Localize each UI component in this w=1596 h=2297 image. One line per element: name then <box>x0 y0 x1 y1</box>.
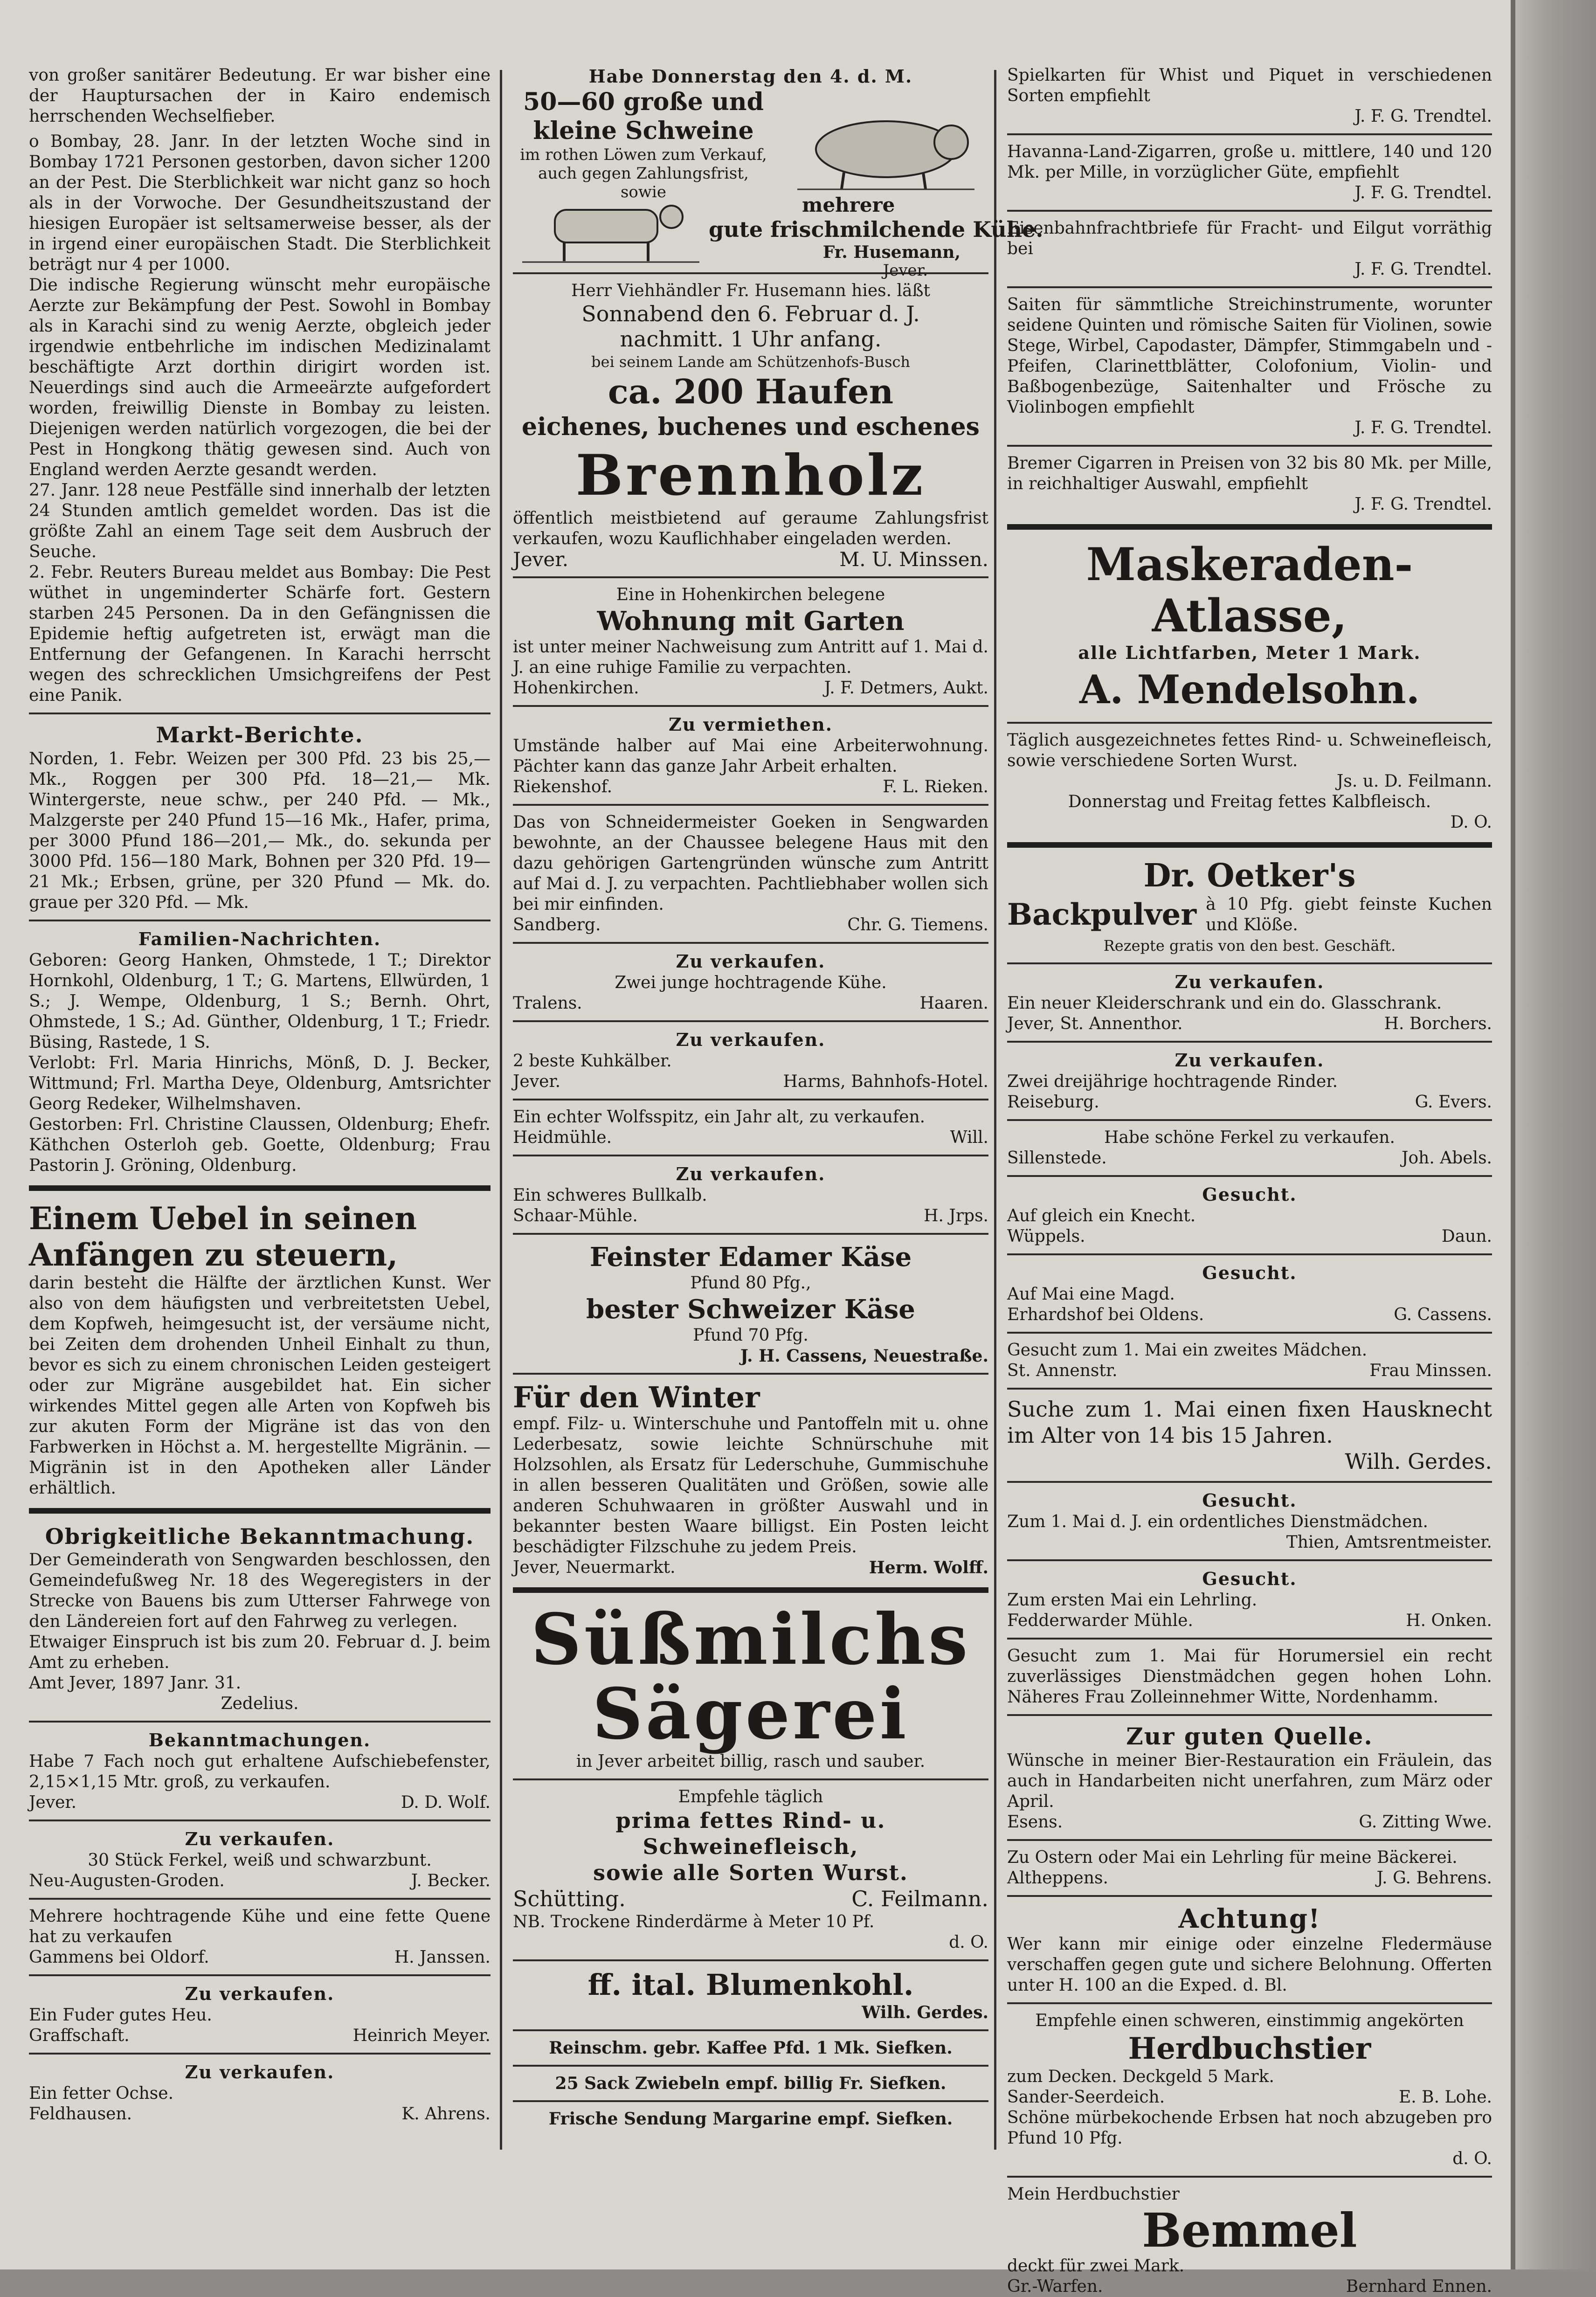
official-notice-signature: Zedelius. <box>221 1694 299 1713</box>
wanted-servant-text: Zum 1. Mai d. J. ein ordentliches Dienstmädchen. <box>1007 1512 1428 1531</box>
ad-place: Gammens bei Oldorf. <box>29 1948 209 1967</box>
divider <box>1007 286 1492 288</box>
column-divider <box>500 70 502 2150</box>
livestock-ad-line-3: kleine Schweine <box>533 117 754 145</box>
ad-signature: K. Ahrens. <box>401 2104 491 2124</box>
attention-text: Wer kann mir einige oder einzelne Fledermäuse verschaffen gegen gute und sichere Belohnung. Offerten unter H. 100 an die Exped. d. Bl. <box>1007 1935 1492 1995</box>
divider <box>29 920 491 921</box>
cigars-ad: Havanna-Land-Zigarren, große u. mittlere, 140 und 120 Mk. per Mille, in vorzüglicher Güte, empfiehlt <box>1007 142 1492 182</box>
for-sale-title: Zu verkaufen. <box>1175 971 1325 992</box>
margarine-ad: Frische Sendung Margarine empf. Siefken. <box>548 2109 953 2129</box>
meat-ad-line-2: prima fettes Rind- u. Schweinefleisch, <box>615 1808 886 1859</box>
for-sale-cattle-text: Zwei dreijährige hochtragende Rinder. <box>1007 1072 1338 1091</box>
ad-place: Gr.-Warfen. <box>1007 2277 1103 2296</box>
divider <box>1007 1481 1492 1483</box>
firewood-line-2: Sonnabend den 6. Februar d. J. <box>581 301 920 326</box>
ad-place: Fedderwarder Mühle. <box>1007 1611 1193 1630</box>
ad-signature: Harms, Bahnhofs-Hotel. <box>783 1072 988 1091</box>
cow-illustration-icon <box>522 201 699 266</box>
ad-signature: Haaren. <box>919 994 988 1013</box>
announcement-windows-text: Habe 7 Fach noch gut erhaltene Aufschiebefenster, 2,15×1,15 Mtr. groß, zu verkaufen. <box>29 1752 491 1792</box>
ad-signature: Joh. Abels. <box>1402 1148 1492 1168</box>
divider <box>1007 722 1492 724</box>
market-reports-text: Norden, 1. Febr. Weizen per 300 Pfd. 23 bis 25,— Mk., Roggen per 300 Pfd. 18—21,— Mk. Wintergerste, neue schw., per 240 Pfd. — Mk., Malzgerste per 240 Pfund 15—16 Mk., Hafer, prima, per 3000 Pfund 186—201,— Mk., do. sekunda per 3000 Pfd. 156—180 Mark, Bohnen per 320 Pfd. 19—21 Mk.; Erbsen, grüne, per 320 Pfund — Mk. do. graue per 320 Pfd. — Mk. <box>29 749 491 912</box>
ad-place: Erhardshof bei Oldens. <box>1007 1305 1204 1324</box>
ad-place: Jever. <box>513 548 569 571</box>
good-spring-title: Zur guten Quelle. <box>1126 1723 1373 1750</box>
ad-signature: H. Jrps. <box>924 1206 988 1225</box>
for-sale-hay-text: Ein Fuder gutes Heu. <box>29 2006 212 2025</box>
ad-signature: J. F. G. Trendtel. <box>1354 183 1492 202</box>
divider <box>29 2053 491 2055</box>
firewood-line-4: bei seinem Lande am Schützenhofs-Busch <box>591 353 910 371</box>
ad-place: Altheppens. <box>1007 1868 1108 1888</box>
column-3 <box>1007 65 1492 2297</box>
divider <box>1007 1119 1492 1121</box>
meat-ad-line-3: sowie alle Sorten Wurst. <box>593 1860 908 1885</box>
for-sale-title: Zu verkaufen. <box>185 1828 335 1849</box>
livestock-ad-name: Fr. Husemann, <box>822 242 960 262</box>
divider <box>1007 2002 1492 2004</box>
divider <box>513 1233 988 1235</box>
ad-place: Hohenkirchen. <box>513 678 639 698</box>
ad-signature: J. F. G. Trendtel. <box>1354 107 1492 126</box>
oetker-text: à 10 Pfg. giebt feinste Kuchen und Klöße. <box>1206 895 1492 934</box>
for-rent-text: Umstände halber auf Mai eine Arbeiterwohnung. Pächter kann das ganze Jahr Arbeit erhalten. <box>513 736 988 776</box>
wanted-title: Gesucht. <box>1202 1568 1297 1589</box>
oetker-product: Backpulver <box>1007 897 1197 932</box>
ad-place: Graffschaft. <box>29 2026 130 2045</box>
family-news-title: Familien-Nachrichten. <box>138 928 381 949</box>
bremen-cigars-ad: Bremer Cigarren in Preisen von 32 bis 80 Mk. per Mille, in reichhaltiger Auswahl, empfiehlt <box>1007 454 1492 493</box>
article-bombay-4: 2. Febr. Reuters Bureau meldet aus Bombay: Die Pest wüthet in ungeminderter Schärfe fort. Gestern starben 245 Personen. Da in den Gefängnissen die Epidemie heftig aufgetreten ist, erwägt man die Entfernung der Gefangenen. In Karachi herrscht wegen des schrecklichen Umsichgreifens der Pest eine Panik. <box>29 563 491 705</box>
pig-illustration-icon <box>793 98 979 191</box>
for-sale-calves-text: 2 beste Kuhkälber. <box>513 1052 672 1071</box>
ad-signature: D. O. <box>1450 813 1492 832</box>
playing-cards-ad: Spielkarten für Whist und Piquet in verschiedenen Sorten empfiehlt <box>1007 66 1492 105</box>
ad-signature: J. Becker. <box>411 1871 491 1890</box>
bemmel-headline: Bemmel <box>1142 2203 1357 2258</box>
divider <box>1007 1714 1492 1716</box>
ad-signature: F. L. Rieken. <box>883 777 988 796</box>
livestock-ad-line-5: mehrere <box>802 194 895 216</box>
divider <box>1007 1388 1492 1390</box>
for-sale-title: Zu verkaufen. <box>676 1163 826 1184</box>
masquerade-line-2: alle Lichtfarben, Meter 1 Mark. <box>1078 642 1421 663</box>
ad-signature: M. U. Minssen. <box>839 548 988 571</box>
official-notice-title: Obrigkeitliche Bekanntmachung. <box>45 1524 475 1549</box>
wanted-title: Gesucht. <box>1202 1490 1297 1511</box>
column-divider <box>994 70 996 2150</box>
family-engaged: Verlobt: Frl. Maria Hinrichs, Mönß, D. J. Becker, Wittmund; Frl. Martha Deye, Oldenburg, Amtsrichter Georg Redeker, Wilhelmshaven. <box>29 1053 491 1114</box>
ad-signature: Bernhard Ennen. <box>1346 2277 1492 2296</box>
livestock-ad-line-4: im rothen Löwen zum Verkauf, auch gegen Zahlungsfrist, sowie <box>520 145 767 201</box>
cheese-headline-2: bester Schweizer Käse <box>586 1294 915 1325</box>
firewood-line-3: nachmitt. 1 Uhr anfang. <box>620 326 882 352</box>
divider <box>513 1959 988 1961</box>
ad-signature: J. G. Behrens. <box>1376 1868 1492 1888</box>
divider <box>513 1155 988 1156</box>
ad-signature: J. F. Detmers, Aukt. <box>824 678 988 698</box>
sawmill-text: in Jever arbeitet billig, rasch und sauber. <box>576 1752 926 1771</box>
for-sale-bull-calf-text: Ein schweres Bullkalb. <box>513 1186 707 1205</box>
family-born: Geboren: Georg Hanken, Ohmstede, 1 T.; Direktor Hornkohl, Oldenburg, 1 T.; G. Martens, Ellwürden, 1 S.; J. Wempe, Oldenburg, 1 S.; Bernh. Ohrt, Ohmstede, 1 S.; Ad. Günther, Oldenburg, 1 T.; Friedr. Büsing, Rastede, 1 S. <box>29 951 491 1052</box>
for-sale-cows-text: Mehrere hochtragende Kühe und eine fette Quene hat zu verkaufen <box>29 1907 491 1946</box>
for-sale-piglets-text: 30 Stück Ferkel, weiß und schwarzbunt. <box>88 1851 432 1870</box>
divider <box>513 1587 988 1593</box>
divider <box>1007 1839 1492 1841</box>
ad-signature: Heinrich Meyer. <box>352 2026 491 2045</box>
ad-place: Sander-Seerdeich. <box>1007 2088 1165 2107</box>
official-notice-text: Der Gemeinderath von Sengwarden beschlossen, den Gemeindefußweg Nr. 18 des Wegeregisters in der Strecke von Bauens bis zum Utterser Fahrwege von den Ländereien fort auf den Fahrweg zu verlegen. <box>29 1550 491 1631</box>
for-sale-dog-text: Ein echter Wolfsspitz, ein Jahr alt, zu verkaufen. <box>513 1107 926 1127</box>
announcements-title: Bekanntmachungen. <box>148 1730 371 1750</box>
for-rent-title: Zu vermiethen. <box>669 714 833 735</box>
ad-place: Jever. <box>513 1072 561 1091</box>
apartment-text: ist unter meiner Nachweisung zum Antritt auf 1. Mai d. J. an eine ruhige Familie zu verpachten. <box>513 637 988 677</box>
bull-ad-line-1: Empfehle einen schweren, einstimmig angekörten <box>1035 2011 1464 2030</box>
for-sale-cows-text: Zwei junge hochtragende Kühe. <box>615 973 887 992</box>
ad-signature: H. Borchers. <box>1384 1014 1492 1033</box>
bemmel-line-3: deckt für zwei Mark. <box>1007 2256 1185 2276</box>
ad-signature: Frau Minssen. <box>1369 1361 1492 1380</box>
ad-signature: J. F. G. Trendtel. <box>1354 418 1492 437</box>
divider <box>1007 962 1492 964</box>
firewood-line-1: Herr Viehhändler Fr. Husemann hies. läßt <box>571 281 931 300</box>
divider <box>513 1020 988 1022</box>
apartment-headline: Wohnung mit Garten <box>597 606 905 637</box>
divider <box>29 1185 491 1191</box>
butcher-ad-text-2: Donnerstag und Freitag fettes Kalbfleisch. <box>1068 792 1431 811</box>
cheese-price-2: Pfund 70 Pfg. <box>693 1326 808 1345</box>
ad-place: Sandberg. <box>513 915 601 934</box>
sawmill-headline-2: Sägerei <box>592 1673 909 1755</box>
butcher-ad-text: Täglich ausgezeichnetes fettes Rind- u. Schweinefleisch, sowie verschiedene Sorten Wurst. <box>1007 731 1492 770</box>
divider <box>29 1974 491 1976</box>
divider <box>1007 445 1492 447</box>
divider <box>513 1778 988 1780</box>
ad-signature: Wilh. Gerdes. <box>1345 1449 1492 1474</box>
firewood-line-6: eichenes, buchenes und eschenes <box>522 413 980 441</box>
bemmel-line-1: Mein Herdbuchstier <box>1007 2185 1180 2204</box>
bull-ad-headline: Herdbuchstier <box>1128 2031 1371 2066</box>
family-deceased: Gestorben: Frl. Christine Claussen, Oldenburg; Ehefr. Käthchen Osterloh geb. Goette, Oldenburg; Frau Pastorin J. Gröning, Oldenburg. <box>29 1115 491 1175</box>
for-sale-title: Zu verkaufen. <box>185 2062 335 2083</box>
ad-signature: D. D. Wolf. <box>401 1793 491 1812</box>
wanted-horumersiel-text: Gesucht zum 1. Mai für Horumersiel ein recht zuverlässiges Dienstmädchen gegen hohen Lohn. Näheres Frau Zolleinnehmer Witte, Nordenhamm. <box>1007 1647 1492 1707</box>
ad-place: Schaar-Mühle. <box>513 1206 638 1225</box>
attention-title: Achtung! <box>1178 1903 1321 1934</box>
ad-signature: G. Evers. <box>1415 1093 1492 1112</box>
divider <box>1007 1041 1492 1043</box>
ad-place: Esens. <box>1007 1813 1063 1832</box>
ad-signature: G. Cassens. <box>1394 1305 1492 1324</box>
divider <box>1007 842 1492 848</box>
ad-signature: Js. u. D. Feilmann. <box>1336 772 1492 791</box>
divider <box>29 1721 491 1723</box>
ad-signature: C. Feilmann. <box>851 1886 988 1911</box>
for-sale-title: Zu verkaufen. <box>676 951 826 972</box>
freight-forms-ad: Eisenbahnfrachtbriefe für Fracht- und Eilgut vorräthig bei <box>1007 219 1492 258</box>
divider <box>1007 1638 1492 1640</box>
ad-place: Jever, St. Annenthor. <box>1007 1014 1183 1033</box>
winter-shoes-headline: Für den Winter <box>513 1380 760 1414</box>
divider <box>513 804 988 806</box>
ad-place: Reiseburg. <box>1007 1093 1099 1112</box>
livestock-ad-line-2: 50—60 große und <box>523 88 764 116</box>
migraine-ad-text: darin besteht die Hälfte der ärztlichen Kunst. Wer also von dem häufigsten und verbreitetsten Uebel, dem Kopfweh, heimgesucht ist, der versäume nicht, bei Zeiten dem drohenden Unheil Einhalt zu thun, bevor es sich zu einem chronischen Leiden gesteigert oder zur Migräne ausgebildet hat. Ein sicher wirkendes Mittel gegen alle Arten von Kopfweh bis zur akuten Form der Migräne ist das von den Farbwerken in Höchst a. M. hergestellte Migränin. — Migränin ist in den Apotheken aller Länder erhältlich. <box>29 1273 491 1498</box>
divider <box>1007 1332 1492 1334</box>
ad-place: Jever. <box>29 1793 77 1812</box>
masquerade-headline: Maskeraden-Atlasse, <box>1086 538 1413 642</box>
ad-place: St. Annenstr. <box>1007 1361 1118 1380</box>
sawmill-headline-1: Süßmilchs <box>531 1598 971 1681</box>
coffee-ad: Reinschm. gebr. Kaffee Pfd. 1 Mk. Siefken. <box>549 2038 953 2058</box>
bakery-apprentice-text: Zu Ostern oder Mai ein Lehrling für meine Bäckerei. <box>1007 1848 1458 1867</box>
ad-signature: d. O. <box>1452 2149 1492 2168</box>
ad-signature: Wilh. Gerdes. <box>862 2003 988 2022</box>
divider <box>29 1820 491 1821</box>
divider <box>1007 210 1492 212</box>
divider <box>1007 1253 1492 1255</box>
good-spring-text: Wünsche in meiner Bier-Restauration ein Fräulein, das auch in Handarbeiten nicht unerfahren, zum März oder April. <box>1007 1751 1492 1811</box>
livestock-ad-line-1: Habe Donnerstag den 4. d. M. <box>588 66 913 87</box>
divider <box>513 576 988 578</box>
ad-signature: Chr. G. Tiemens. <box>847 915 988 934</box>
wanted-farmhand-text: Auf gleich ein Knecht. <box>1007 1206 1196 1225</box>
ad-signature: d. O. <box>949 1933 988 1952</box>
divider <box>1007 1175 1492 1177</box>
page-edge-shadow <box>1515 0 1596 2269</box>
ad-signature: Daun. <box>1441 1227 1492 1246</box>
divider <box>29 1508 491 1514</box>
firewood-headline: Brennholz <box>575 443 926 508</box>
market-reports-title: Markt-Berichte. <box>156 722 364 747</box>
ad-place: Schütting. <box>513 1886 626 1911</box>
meat-ad-line-1: Empfehle täglich <box>678 1787 823 1806</box>
official-notice-date: Amt Jever, 1897 Janr. 31. <box>29 1674 242 1693</box>
house-lease-text: Das von Schneidermeister Goeken in Sengwarden bewohnte, an der Chaussee belegene Haus mit den dazu gehörigen Gartengründen wünsche zum Antritt auf Mai d. J. zu verpachten. Pachtliebhaber wollen sich bei mir einfinden. <box>513 813 988 914</box>
cauliflower-headline: ff. ital. Blumenkohl. <box>587 1968 914 2002</box>
divider <box>29 713 491 714</box>
ad-signature: G. Zitting Wwe. <box>1359 1813 1492 1832</box>
strings-ad: Saiten für sämmtliche Streichinstrumente, worunter seidene Quinten und römische Saiten für Violinen, sowie Stege, Wirbel, Capodaster, Dämpfer, Stimmgabeln und -Pfeifen, Clarinettblätter, Colofonium, Violin- und Baßbogenbezüge, Saitenhalter und Frösche zu Violinbogen empfiehlt <box>1007 295 1492 417</box>
ad-place: Heidmühle. <box>513 1128 612 1147</box>
for-sale-title: Zu verkaufen. <box>676 1029 826 1050</box>
divider <box>513 2029 988 2031</box>
article-bombay-1: o Bombay, 28. Janr. In der letzten Woche sind in Bombay 1721 Personen gestorben, davon sicher 1200 an der Pest. Die Sterblichkeit war nicht ganz so hoch als in der Vorwoche. Der Gesundheitszustand der hiesigen Europäer ist seltsamerweise besser, als der in irgend einer europäischen Stadt. Die Sterblichkeit beträgt nur 4 per 1000. <box>29 132 491 274</box>
oetker-headline: Dr. Oetker's <box>1143 857 1356 894</box>
for-sale-title: Zu verkaufen. <box>185 1983 335 2004</box>
divider <box>513 1373 988 1375</box>
firewood-line-5: ca. 200 Haufen <box>608 372 894 411</box>
divider <box>513 705 988 707</box>
divider <box>1007 2176 1492 2178</box>
divider <box>1007 1895 1492 1897</box>
livestock-ad <box>513 65 1043 280</box>
cheese-price-1: Pfund 80 Pfg., <box>690 1273 811 1293</box>
article-bombay-3: 27. Janr. 128 neue Pestfälle sind innerhalb der letzten 24 Stunden amtlich gemeldet worden. Das ist die größte Zahl an einem Tage seit dem Ausbruch der Seuche. <box>29 481 491 561</box>
ad-place: Riekenshof. <box>513 777 613 796</box>
article-bombay-2: Die indische Regierung wünscht mehr europäische Aerzte zur Bekämpfung der Pest. Sowohl in Bombay als in Karachi sind zu wenig Aerzte, obgleich jeder irgendwie entbehrliche im indischen Medizinalamt beschäftigte Arzt dorthin dirigirt worden ist. Neuerdings sind auch die Armeeärzte aufgefordert worden, freiwillig Dienste in Bombay zu leisten. Diejenigen werden natürlich vorgezogen, die bei der Pest in Hongkong thätig gewesen sind. Auch von England werden Aerzte gesandt werden. <box>29 276 491 479</box>
divider <box>1007 524 1492 530</box>
wanted-girl-text: Gesucht zum 1. Mai ein zweites Mädchen. <box>1007 1341 1368 1360</box>
ad-signature: H. Onken. <box>1406 1611 1492 1630</box>
for-sale-title: Zu verkaufen. <box>1175 1050 1325 1071</box>
ad-place: Neu-Augusten-Groden. <box>29 1871 225 1890</box>
wanted-title: Gesucht. <box>1202 1184 1297 1205</box>
divider <box>513 2100 988 2102</box>
livestock-ad-line-6: gute frischmilchende Kühe. <box>709 217 1043 242</box>
ad-signature: Thien, Amtsrentmeister. <box>1286 1533 1492 1552</box>
official-notice-text-2: Etwaiger Einspruch ist bis zum 20. Februar d. J. beim Amt zu erheben. <box>29 1633 491 1672</box>
peas-ad-text: Schöne mürbekochende Erbsen hat noch abzugeben pro Pfund 10 Pfg. <box>1007 2108 1492 2148</box>
ad-place: Tralens. <box>513 994 582 1013</box>
divider <box>513 942 988 944</box>
ad-place: Jever, Neuermarkt. <box>513 1558 676 1577</box>
migraine-ad-headline: Einem Uebel in seinen Anfängen zu steuern, <box>29 1200 417 1273</box>
ad-signature: J. H. Cassens, Neuestraße. <box>740 1346 988 1366</box>
winter-shoes-text: empf. Filz- u. Winterschuhe und Pantoffeln mit u. ohne Lederbesatz, sowie leichte Schnürschuhe mit Holzsohlen, als Ersatz für Lederschuhe, Gummischuhe in allen besseren Qualitäten und Größen, sowie alle anderen Schuhwaaren in größter Auswahl und in bekannter besten Waare billigst. Ein Posten leicht beschädigter Filzschuhe zu jedem Preis. <box>513 1414 988 1557</box>
ad-signature: J. F. G. Trendtel. <box>1354 495 1492 514</box>
firewood-line-8: öffentlich meistbietend auf geraume Zahlungsfrist verkaufen, wozu Kauflichhaber eingeladen werden. <box>513 509 988 548</box>
livestock-ad-place: Jever. <box>883 261 928 280</box>
ad-place: Feldhausen. <box>29 2104 132 2124</box>
for-sale-wardrobe-text: Ein neuer Kleiderschrank und ein do. Glasschrank. <box>1007 994 1442 1013</box>
meat-ad-nb: NB. Trockene Rinderdärme à Meter 10 Pf. <box>513 1912 875 1931</box>
ad-signature: Will. <box>950 1128 988 1147</box>
divider <box>29 1898 491 1900</box>
column-1 <box>29 65 491 2124</box>
wanted-title: Gesucht. <box>1202 1262 1297 1283</box>
wanted-maid-text: Auf Mai eine Magd. <box>1007 1285 1175 1304</box>
ad-signature: E. B. Lohe. <box>1398 2088 1492 2107</box>
divider <box>1007 1559 1492 1561</box>
for-sale-piglets-text: Habe schöne Ferkel zu verkaufen. <box>1104 1128 1395 1147</box>
article-intro: von großer sanitärer Bedeutung. Er war bisher eine der Hauptursachen der in Kairo endemisch herrschenden Wechselfieber. <box>29 66 491 126</box>
for-sale-ox-text: Ein fetter Ochse. <box>29 2084 174 2103</box>
ad-signature: Herm. Wolff. <box>869 1558 988 1577</box>
divider <box>513 2065 988 2067</box>
wanted-apprentice-text: Zum ersten Mai ein Lehrling. <box>1007 1591 1257 1610</box>
ad-place: Wüppels. <box>1007 1227 1085 1246</box>
ad-place: Sillenstede. <box>1007 1148 1107 1168</box>
wanted-houseboy-text: Suche zum 1. Mai einen fixen Hausknecht im Alter von 14 bis 15 Jahren. <box>1007 1397 1492 1448</box>
cheese-headline-1: Feinster Edamer Käse <box>589 1242 912 1273</box>
masquerade-vendor: A. Mendelsohn. <box>1079 666 1420 713</box>
bull-ad-line-3: zum Decken. Deckgeld 5 Mark. <box>1007 2067 1274 2086</box>
apartment-line-1: Eine in Hohenkirchen belegene <box>616 585 885 604</box>
onions-ad: 25 Sack Zwiebeln empf. billig Fr. Siefken. <box>555 2074 947 2093</box>
divider <box>1007 133 1492 135</box>
divider <box>513 1099 988 1100</box>
ad-signature: J. F. G. Trendtel. <box>1354 260 1492 279</box>
oetker-recipes: Rezepte gratis von den best. Geschäft. <box>1103 937 1396 955</box>
ad-signature: H. Janssen. <box>394 1948 491 1967</box>
